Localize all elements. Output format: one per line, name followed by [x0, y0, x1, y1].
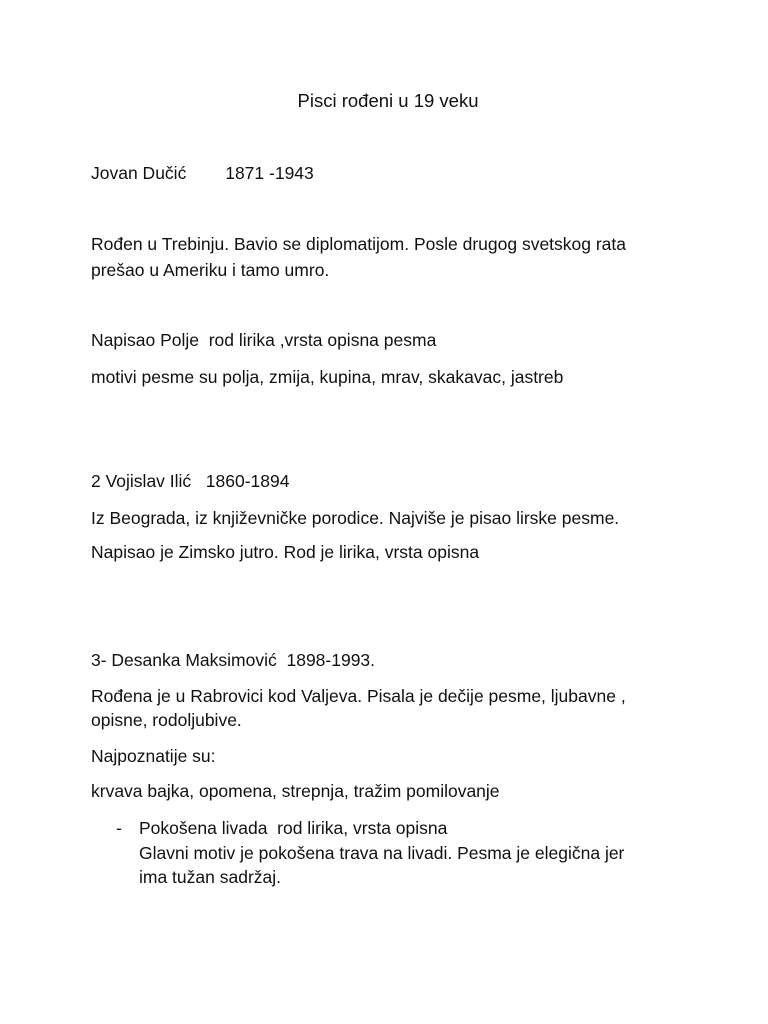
section3-heading: 3- Desanka Maksimović 1898-1993. — [91, 650, 376, 670]
document-title: Pisci rođeni u 19 veku — [297, 90, 479, 111]
bullet-line2: Glavni motiv je pokošena trava na livadi. Pesma je elegična jer — [139, 843, 625, 863]
section2-work: Napisao je Zimsko jutro. Rod je lirika, vrsta opisna — [91, 542, 480, 562]
section2-bio: Iz Beograda, iz književničke porodice. Najviše je pisao lirske pesme. — [91, 508, 620, 528]
section3-known-label: Najpoznatije su: — [91, 746, 216, 766]
section1-work: Napisao Polje rod lirika ,vrsta opisna pesma — [91, 330, 437, 350]
section3-bio-line1: Rođena je u Rabrovici kod Valjeva. Pisala je dečije pesme, ljubavne , — [91, 686, 626, 706]
bullet-line3: ima tužan sadržaj. — [139, 867, 282, 887]
bullet-dash: - — [116, 818, 122, 838]
bullet-line1: Pokošena livada rod lirika, vrsta opisna — [139, 818, 448, 838]
section2-heading: 2 Vojislav Ilić 1860-1894 — [91, 471, 290, 491]
section3-bio-line2: opisne, rodoljubive. — [91, 710, 242, 730]
section3-known-list: krvava bajka, opomena, strepnja, tražim pomilovanje — [91, 781, 500, 801]
section1-bio-line2: prešao u Ameriku i tamo umro. — [91, 260, 330, 280]
section1-heading: Jovan Dučić 1871 -1943 — [91, 163, 314, 183]
section1-motifs: motivi pesme su polja, zmija, kupina, mrav, skakavac, jastreb — [91, 367, 564, 387]
section1-bio-line1: Rođen u Trebinju. Bavio se diplomatijom. Posle drugog svetskog rata — [91, 234, 627, 254]
